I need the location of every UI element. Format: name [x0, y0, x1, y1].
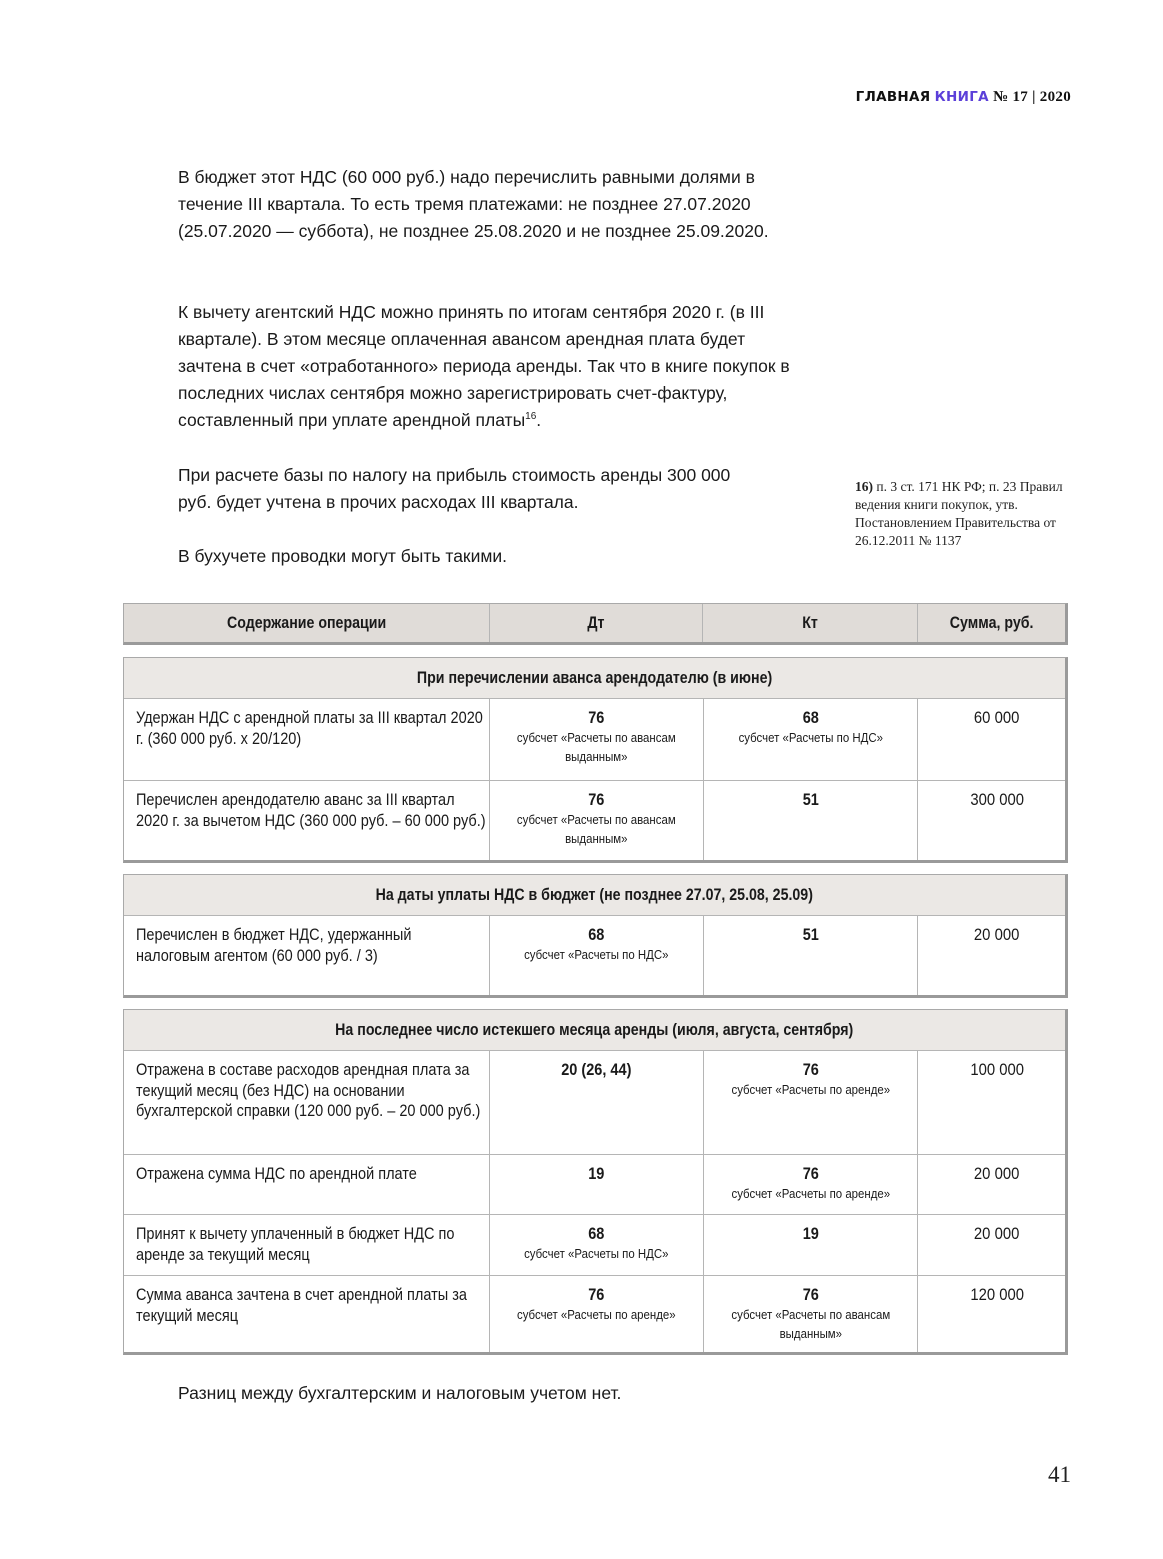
operation-description	[124, 699, 490, 780]
section-title	[124, 875, 1065, 916]
subaccount: субсчет «Расчеты по аренде»	[731, 1186, 890, 1201]
account-number: 51	[802, 791, 819, 809]
amount-value: 100 000	[970, 1061, 1024, 1079]
amount	[918, 1051, 1065, 1154]
debit-account	[490, 1051, 704, 1154]
footnote-text: п. 3 ст. 171 НК РФ; п. 23 Правил ведения книги покупок, утв. Постановлением Правительства от 26.12.2011 № 1137	[855, 479, 1063, 548]
description-text: Отражена сумма НДС по арендной плате	[136, 1165, 417, 1183]
operation-description	[124, 1276, 490, 1352]
account-number: 51	[802, 926, 819, 944]
issue-number: № 17 | 2020	[993, 89, 1071, 105]
amount	[918, 916, 1065, 995]
section-title	[124, 1010, 1065, 1051]
footnote-ref[interactable]: 16	[525, 411, 537, 423]
debit-account	[490, 1215, 704, 1275]
subaccount: субсчет «Расчеты по авансам выданным»	[516, 812, 676, 846]
footnote-16	[855, 478, 1080, 550]
page-number: 41	[1048, 1462, 1071, 1487]
debit-account	[490, 1155, 704, 1214]
table-row	[124, 1276, 1065, 1352]
credit-account	[704, 1276, 919, 1352]
account-number: 20 (26, 44)	[561, 1061, 632, 1079]
credit-account	[704, 699, 919, 780]
paragraph-accounting-intro	[178, 543, 803, 570]
description-text: Перечислен в бюджет НДС, удержанный налоговым агентом (60 000 руб. / 3)	[136, 926, 412, 965]
operation-description	[124, 781, 490, 860]
header-label: Содержание операции	[226, 613, 386, 632]
account-number: 76	[802, 1061, 819, 1079]
subaccount: субсчет «Расчеты по НДС»	[524, 1246, 669, 1261]
subaccount: субсчет «Расчеты по НДС»	[738, 730, 883, 745]
table-header	[123, 603, 1068, 645]
subaccount: субсчет «Расчеты по аренде»	[516, 1307, 676, 1322]
credit-account	[704, 1215, 919, 1275]
account-number: 76	[802, 1165, 819, 1183]
debit-account	[490, 916, 704, 995]
masthead-title: ГЛАВНАЯ	[855, 89, 931, 105]
description-text: Отражена в составе расходов арендная плата за текущий месяц (без НДС) на основании бухгалтерской справки (120 000 руб. – 20 000 руб.)	[136, 1061, 481, 1120]
credit-account	[704, 781, 919, 860]
subaccount: субсчет «Расчеты по авансам выданным»	[731, 1307, 890, 1341]
account-number: 68	[588, 1225, 605, 1243]
paragraph-text: Разниц между бухгалтерским и налоговым учетом нет.	[178, 1383, 622, 1403]
section-title-text: На даты уплаты НДС в бюджет (не позднее 27.07, 25.08, 25.09)	[375, 885, 814, 904]
amount-value: 60 000	[974, 709, 1020, 727]
operation-description	[124, 1155, 490, 1214]
paragraph-conclusion	[178, 1380, 803, 1407]
table-row	[124, 1155, 1065, 1215]
table-section-payment-dates	[123, 874, 1068, 998]
paragraph-body: К вычету агентский НДС можно принять по итогам сентября 2020 г. (в III квартале). В этом месяце оплаченная авансом арендная плата будет зачтена в счет «отработанного» периода аренды. Так что в книге покупок в последних числах сентября можно зарегистрировать счет-фактуру, составленный при уплате арендной платы	[178, 302, 790, 430]
amount	[918, 1155, 1065, 1214]
amount	[918, 1276, 1065, 1352]
paragraph-text: В бюджет этот НДС (60 000 руб.) надо перечислить равными долями в течение III квартала. То есть тремя платежами: не позднее 27.07.2020 (25.07.2020 — суббота), не позднее 25.08.2020 и не позднее 25.09.2020.	[178, 167, 769, 241]
operation-description	[124, 1051, 490, 1154]
header-credit	[703, 604, 918, 642]
paragraph-end: .	[536, 410, 542, 430]
account-number: 68	[802, 709, 819, 727]
credit-account	[704, 916, 919, 995]
section-title-text: При перечислении аванса арендодателю (в июне)	[416, 668, 773, 687]
header-label: Кт	[802, 613, 819, 632]
description-text: Принят к вычету уплаченный в бюджет НДС по аренде за текущий месяц	[136, 1225, 455, 1264]
amount-value: 120 000	[970, 1286, 1024, 1304]
amount-value: 20 000	[974, 1225, 1020, 1243]
paragraph-deduction	[178, 299, 803, 434]
account-number: 76	[588, 791, 605, 809]
subaccount: субсчет «Расчеты по авансам выданным»	[516, 730, 676, 764]
account-number: 19	[802, 1225, 819, 1243]
header-label: Дт	[587, 613, 605, 632]
amount	[918, 781, 1065, 860]
table-row	[124, 1051, 1065, 1155]
operation-description	[124, 916, 490, 995]
debit-account	[490, 1276, 704, 1352]
header-operation	[124, 604, 490, 642]
debit-account	[490, 699, 704, 780]
credit-account	[704, 1155, 919, 1214]
table-section-month-end	[123, 1009, 1068, 1355]
header-label: Сумма, руб.	[949, 613, 1034, 632]
table-row	[124, 781, 1065, 860]
paragraph-profit-tax	[178, 462, 738, 516]
header-amount	[918, 604, 1065, 642]
account-number: 76	[588, 709, 605, 727]
amount-value: 20 000	[974, 1165, 1020, 1183]
paragraph-budget-payment	[178, 164, 803, 245]
table-row	[124, 1215, 1065, 1276]
paragraph-text: В бухучете проводки могут быть такими.	[178, 546, 508, 566]
amount	[918, 1215, 1065, 1275]
account-number: 76	[588, 1286, 605, 1304]
account-number: 76	[802, 1286, 819, 1304]
description-text: Удержан НДС с арендной платы за III квартал 2020 г. (360 000 руб. х 20/120)	[136, 709, 483, 748]
table-row	[124, 916, 1065, 995]
table-row	[124, 699, 1065, 781]
amount-value: 20 000	[974, 926, 1020, 944]
masthead-title-accent: КНИГА	[934, 89, 989, 105]
debit-account	[490, 781, 704, 860]
paragraph-text: При расчете базы по налогу на прибыль стоимость аренды 300 000 руб. будет учтена в прочих расходах III квартала.	[178, 465, 731, 512]
account-number: 68	[588, 926, 605, 944]
amount-value: 300 000	[970, 791, 1024, 809]
header-debit	[490, 604, 704, 642]
footnote-number: 16)	[855, 479, 873, 494]
table-section-advance	[123, 657, 1068, 863]
section-title	[124, 658, 1065, 699]
masthead	[856, 88, 1071, 106]
credit-account	[704, 1051, 919, 1154]
description-text: Перечислен арендодателю аванс за III квартал 2020 г. за вычетом НДС (360 000 руб. – 60 000 руб.)	[136, 791, 486, 830]
operation-description	[124, 1215, 490, 1275]
section-title-text: На последнее число истекшего месяца аренды (июля, августа, сентября)	[335, 1020, 854, 1039]
amount	[918, 699, 1065, 780]
description-text: Сумма аванса зачтена в счет арендной платы за текущий месяц	[136, 1286, 468, 1325]
subaccount: субсчет «Расчеты по НДС»	[524, 947, 669, 962]
paragraph-text	[178, 299, 803, 434]
account-number: 19	[588, 1165, 605, 1183]
subaccount: субсчет «Расчеты по аренде»	[731, 1082, 890, 1097]
